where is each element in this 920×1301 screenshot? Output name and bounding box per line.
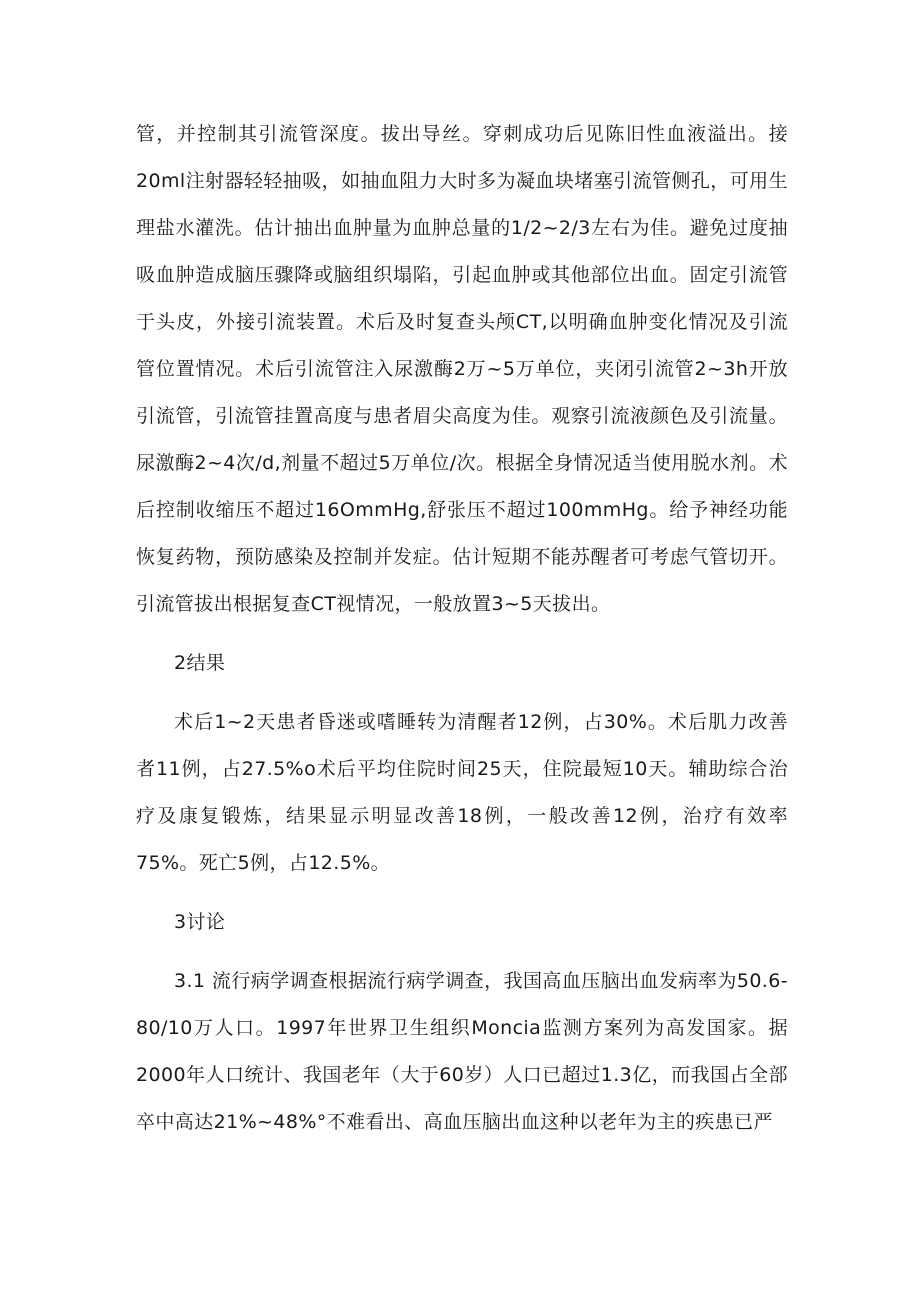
section-heading-discussion: 3讨论 [174,911,226,933]
document-body [136,111,788,1158]
section-heading-results: 2结果 [174,652,226,674]
paragraph-epidemiology: 3.1 流行病学调查根据流行病学调查，我国高血压脑出血发病率为50.6-80/10万人口。1997年世界卫生组织Moncia监测方案列为高发国家。据2000年人口统计、我国老年（大于60岁）人口已超过1.3亿，而我国占全部卒中高达21%~48%°不难看出、高血压脑出血这种以老年为主的疾患已严 [136,970,788,1133]
paragraph-procedure: 管，并控制其引流管深度。拔出导丝。穿刺成功后见陈旧性血液溢出。接20ml注射器轻轻抽吸，如抽血阻力大时多为凝血块堵塞引流管侧孔，可用生理盐水灌洗。估计抽出血肿量为血肿总量的1/2~2/3左右为佳。避免过度抽吸血肿造成脑压骤降或脑组织塌陷，引起血肿或其他部位出血。固定引流管于头皮，外接引流装置。术后及时复查头颅CT,以明确血肿变化情况及引流管位置情况。术后引流管注入尿激酶2万~5万单位，夹闭引流管2~3h开放引流管，引流管挂置高度与患者眉尖高度为佳。观察引流液颜色及引流量。尿激酶2~4次/d,剂量不超过5万单位/次。根据全身情况适当使用脱水剂。术后控制收缩压不超过16OmmHg,舒张压不超过100mmHg。给予神经功能恢复药物，预防感染及控制并发症。估计短期不能苏醒者可考虑气管切开。引流管拔出根据复查CT视情况，一般放置3~5天拔出。 [136,123,788,615]
paragraph-results: 术后1~2天患者昏迷或嗜睡转为清醒者12例，占30%。术后肌力改善者11例，占27.5%o术后平均住院时间25天，住院最短10天。辅助综合治疗及康复锻炼，结果显示明显改善18例，一般改善12例，治疗有效率75%。死亡5例，占12.5%。 [136,711,788,874]
